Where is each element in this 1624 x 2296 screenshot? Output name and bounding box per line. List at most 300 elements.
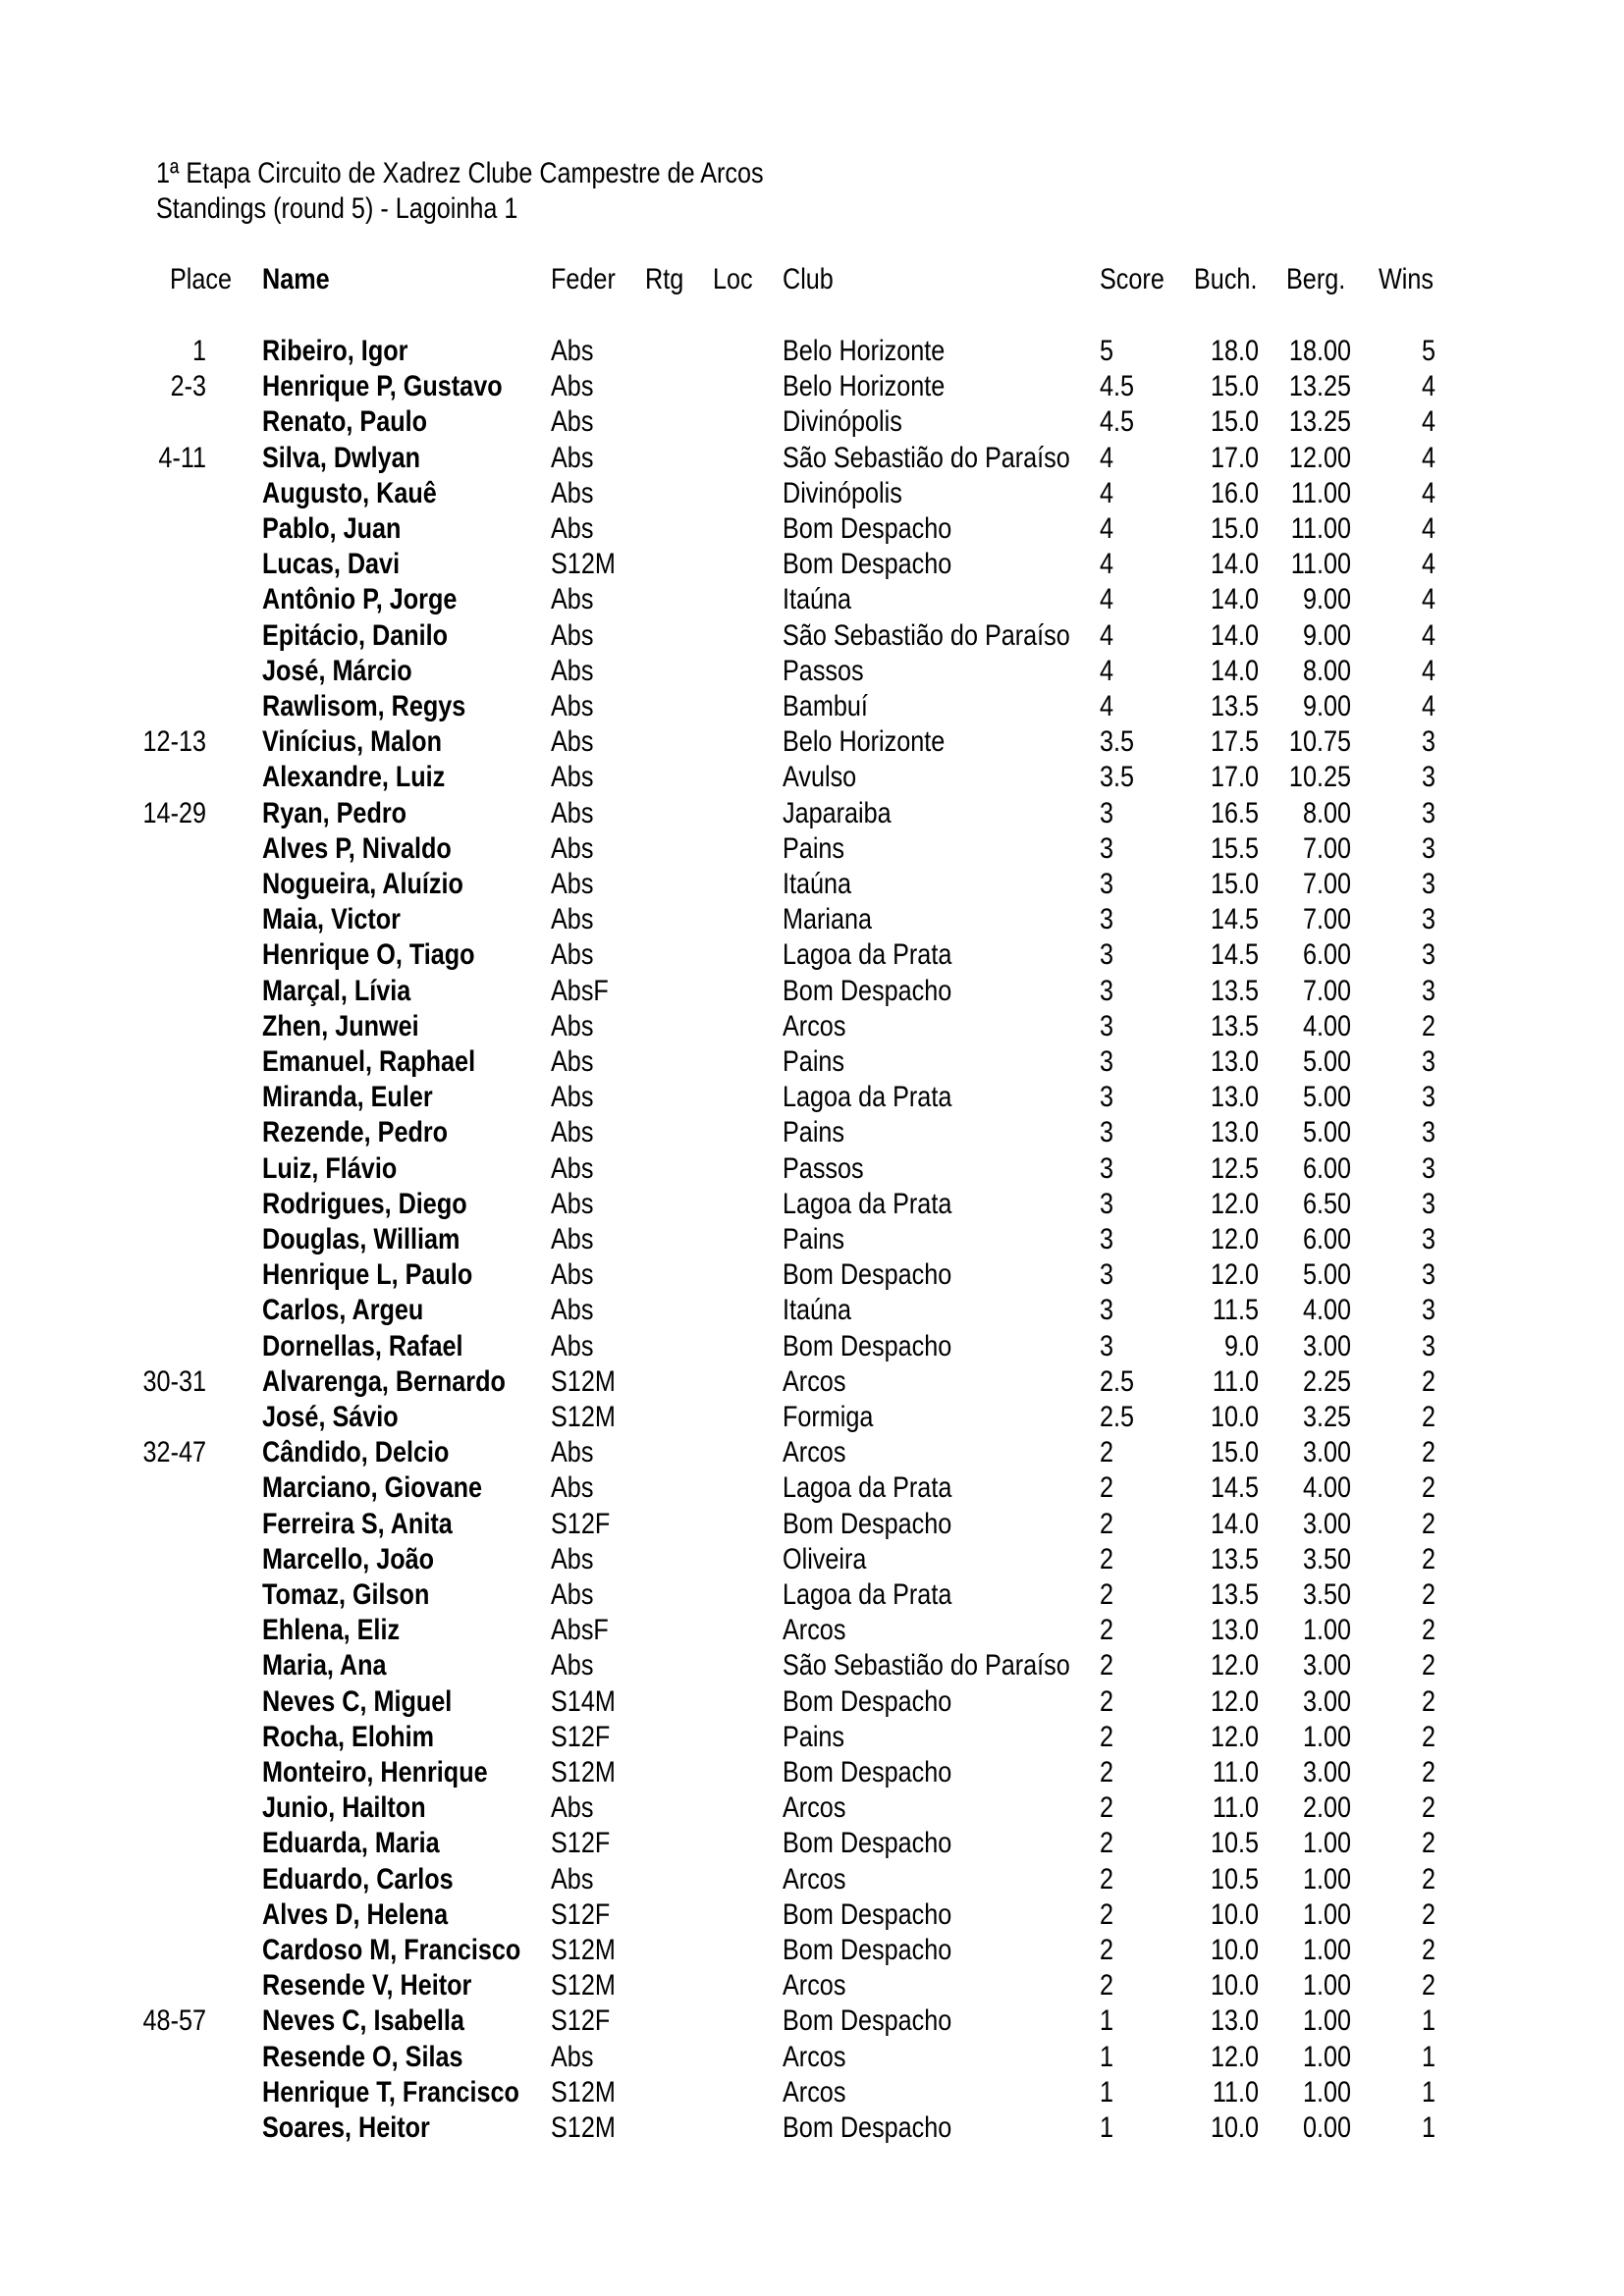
wins-cell: 2 — [1421, 1649, 1435, 1682]
feder-cell: S12F — [551, 1897, 611, 1931]
score-cell: 3 — [1100, 1009, 1114, 1042]
player-name-cell: Rodrigues, Diego — [262, 1187, 467, 1220]
score-cell: 4 — [1100, 618, 1114, 652]
table-row — [0, 1968, 1624, 2003]
buchholz-cell: 13.5 — [1210, 690, 1259, 722]
berger-cell: 3.50 — [1302, 1542, 1351, 1575]
club-cell: São Sebastião do Paraíso — [783, 1649, 1070, 1682]
table-row — [0, 974, 1624, 1009]
table-row — [0, 547, 1624, 582]
score-cell: 4 — [1100, 583, 1114, 616]
header-rtg: Rtg — [645, 263, 684, 295]
wins-cell: 4 — [1421, 618, 1435, 652]
feder-cell: Abs — [551, 831, 594, 865]
table-row — [0, 1115, 1624, 1150]
feder-cell: Abs — [551, 1151, 594, 1185]
wins-cell: 3 — [1421, 1151, 1435, 1185]
feder-cell: Abs — [551, 441, 594, 474]
table-row — [0, 476, 1624, 511]
berger-cell: 3.50 — [1302, 1578, 1351, 1611]
berger-cell: 1.00 — [1302, 1862, 1351, 1896]
table-row — [0, 2075, 1624, 2110]
table-row — [0, 582, 1624, 617]
club-cell: Pains — [783, 1116, 845, 1149]
feder-cell: S12M — [551, 2075, 616, 2109]
wins-cell: 2 — [1421, 1969, 1435, 2002]
club-cell: Bom Despacho — [783, 1934, 952, 1966]
player-name-cell: Ehlena, Eliz — [262, 1614, 401, 1647]
club-cell: São Sebastião do Paraíso — [783, 441, 1070, 474]
feder-cell: S12M — [551, 548, 616, 581]
score-cell: 4 — [1100, 476, 1114, 509]
feder-cell: Abs — [551, 1081, 594, 1114]
club-cell: Itaúna — [783, 1294, 852, 1327]
player-name-cell: Zhen, Junwei — [262, 1009, 419, 1042]
buchholz-cell: 13.0 — [1210, 2004, 1259, 2038]
header-club: Club — [783, 263, 834, 295]
player-name-cell: Rezende, Pedro — [262, 1116, 449, 1149]
feder-cell: Abs — [551, 405, 594, 439]
player-name-cell: Maria, Ana — [262, 1649, 387, 1682]
score-cell: 1 — [1100, 2075, 1114, 2109]
feder-cell: Abs — [551, 938, 594, 972]
berger-cell: 5.00 — [1302, 1045, 1351, 1078]
buchholz-cell: 11.5 — [1212, 1294, 1259, 1327]
place-cell: 14-29 — [142, 796, 206, 829]
header-buch: Buch. — [1194, 263, 1258, 295]
table-row — [0, 441, 1624, 476]
feder-cell: Abs — [551, 2040, 594, 2073]
score-cell: 4 — [1100, 548, 1114, 581]
berger-cell: 6.50 — [1302, 1187, 1351, 1220]
feder-cell: Abs — [551, 1436, 594, 1469]
club-cell: Itaúna — [783, 583, 852, 616]
player-name-cell: Cardoso M, Francisco — [262, 1934, 521, 1966]
score-cell: 3 — [1100, 1258, 1114, 1292]
buchholz-cell: 12.0 — [1210, 2040, 1259, 2073]
table-row — [0, 902, 1624, 937]
score-cell: 2 — [1100, 1756, 1114, 1789]
header-wins: Wins — [1379, 263, 1435, 295]
score-cell: 2 — [1100, 1436, 1114, 1469]
table-row — [0, 618, 1624, 654]
berger-cell: 7.00 — [1302, 974, 1351, 1007]
buchholz-cell: 10.0 — [1210, 1969, 1259, 2002]
buchholz-cell: 13.5 — [1210, 1578, 1259, 1611]
player-name-cell: Douglas, William — [262, 1223, 460, 1255]
berger-cell: 1.00 — [1302, 1827, 1351, 1860]
club-cell: Lagoa da Prata — [783, 938, 952, 972]
berger-cell: 3.00 — [1302, 1436, 1351, 1469]
table-row — [0, 1257, 1624, 1293]
berger-cell: 13.25 — [1288, 370, 1351, 403]
score-cell: 1 — [1100, 2040, 1114, 2073]
buchholz-cell: 12.0 — [1210, 1258, 1259, 1292]
score-cell: 3 — [1100, 1116, 1114, 1149]
buchholz-cell: 14.0 — [1210, 1507, 1259, 1540]
club-cell: Bom Despacho — [783, 1507, 952, 1540]
header-berg: Berg. — [1286, 263, 1346, 295]
feder-cell: Abs — [551, 761, 594, 794]
berger-cell: 5.00 — [1302, 1258, 1351, 1292]
berger-cell: 18.00 — [1288, 335, 1351, 367]
place-cell: 4-11 — [158, 441, 206, 474]
feder-cell: Abs — [551, 796, 594, 829]
berger-cell: 2.00 — [1302, 1791, 1351, 1825]
player-name-cell: Marcello, João — [262, 1542, 435, 1575]
player-name-cell: Dornellas, Rafael — [262, 1329, 463, 1362]
feder-cell: AbsF — [551, 974, 609, 1007]
score-cell: 2 — [1100, 1934, 1114, 1966]
player-name-cell: Eduardo, Carlos — [262, 1862, 454, 1896]
berger-cell: 3.00 — [1302, 1329, 1351, 1362]
player-name-cell: Soares, Heitor — [262, 2111, 430, 2144]
player-name-cell: Miranda, Euler — [262, 1081, 433, 1114]
score-cell: 1 — [1100, 2111, 1114, 2144]
buchholz-cell: 13.5 — [1210, 1009, 1259, 1042]
feder-cell: Abs — [551, 690, 594, 722]
table-row — [0, 1187, 1624, 1222]
berger-cell: 11.00 — [1290, 512, 1351, 545]
buchholz-cell: 12.5 — [1210, 1151, 1259, 1185]
club-cell: Pains — [783, 1045, 845, 1078]
place-cell: 12-13 — [142, 725, 206, 759]
buchholz-cell: 14.5 — [1210, 938, 1259, 972]
club-cell: Formiga — [783, 1401, 874, 1433]
score-cell: 2.5 — [1100, 1364, 1135, 1398]
club-cell: Bom Despacho — [783, 974, 952, 1007]
berger-cell: 3.25 — [1302, 1401, 1351, 1433]
player-name-cell: Neves C, Miguel — [262, 1684, 453, 1718]
club-cell: Arcos — [783, 1969, 846, 2002]
score-cell: 2 — [1100, 1614, 1114, 1647]
club-cell: Pains — [783, 831, 845, 865]
wins-cell: 3 — [1421, 761, 1435, 794]
berger-cell: 1.00 — [1302, 2004, 1351, 2038]
player-name-cell: Cândido, Delcio — [262, 1436, 450, 1469]
club-cell: Oliveira — [783, 1542, 867, 1575]
player-name-cell: Alves D, Helena — [262, 1897, 449, 1931]
table-row — [0, 1577, 1624, 1613]
wins-cell: 2 — [1421, 1684, 1435, 1718]
club-cell: Mariana — [783, 903, 873, 936]
feder-cell: S12M — [551, 1756, 616, 1789]
score-cell: 2 — [1100, 1969, 1114, 2002]
club-cell: Bom Despacho — [783, 512, 952, 545]
buchholz-cell: 14.0 — [1210, 618, 1259, 652]
buchholz-cell: 10.0 — [1210, 1401, 1259, 1433]
table-row — [0, 1435, 1624, 1470]
wins-cell: 3 — [1421, 938, 1435, 972]
club-cell: Bom Despacho — [783, 2004, 952, 2038]
berger-cell: 7.00 — [1302, 868, 1351, 900]
table-row — [0, 1755, 1624, 1790]
berger-cell: 8.00 — [1302, 796, 1351, 829]
wins-cell: 3 — [1421, 1223, 1435, 1255]
wins-cell: 3 — [1421, 974, 1435, 1007]
score-cell: 3.5 — [1100, 725, 1135, 759]
score-cell: 3 — [1100, 1223, 1114, 1255]
score-cell: 3 — [1100, 1187, 1114, 1220]
player-name-cell: Renato, Paulo — [262, 405, 428, 439]
wins-cell: 3 — [1421, 903, 1435, 936]
wins-cell: 2 — [1421, 1791, 1435, 1825]
feder-cell: Abs — [551, 654, 594, 687]
club-cell: Pains — [783, 1720, 845, 1753]
berger-cell: 9.00 — [1302, 618, 1351, 652]
club-cell: Belo Horizonte — [783, 725, 946, 759]
header-name: Name — [262, 263, 330, 295]
table-row — [0, 1009, 1624, 1044]
player-name-cell: Rocha, Elohim — [262, 1720, 435, 1753]
score-cell: 2 — [1100, 1471, 1114, 1505]
feder-cell: Abs — [551, 1542, 594, 1575]
player-name-cell: Ferreira S, Anita — [262, 1507, 453, 1540]
berger-cell: 10.25 — [1288, 761, 1351, 794]
table-row — [0, 1044, 1624, 1080]
buchholz-cell: 12.0 — [1210, 1684, 1259, 1718]
buchholz-cell: 16.0 — [1210, 476, 1259, 509]
feder-cell: S12F — [551, 2004, 611, 2038]
score-cell: 3 — [1100, 1081, 1114, 1114]
table-row — [0, 760, 1624, 795]
wins-cell: 2 — [1421, 1578, 1435, 1611]
wins-cell: 1 — [1421, 2111, 1435, 2144]
berger-cell: 5.00 — [1302, 1116, 1351, 1149]
wins-cell: 3 — [1421, 831, 1435, 865]
player-name-cell: Resende V, Heitor — [262, 1969, 472, 2002]
club-cell: Arcos — [783, 1009, 846, 1042]
score-cell: 4 — [1100, 690, 1114, 722]
table-row — [0, 654, 1624, 689]
feder-cell: Abs — [551, 1649, 594, 1682]
table-row — [0, 1826, 1624, 1861]
score-cell: 3 — [1100, 1151, 1114, 1185]
player-name-cell: José, Márcio — [262, 654, 412, 687]
wins-cell: 4 — [1421, 583, 1435, 616]
club-cell: Lagoa da Prata — [783, 1081, 952, 1114]
club-cell: Japaraiba — [783, 796, 892, 829]
club-cell: Passos — [783, 1151, 864, 1185]
buchholz-cell: 15.0 — [1210, 1436, 1259, 1469]
table-row — [0, 724, 1624, 760]
table-row — [0, 1293, 1624, 1328]
table-row — [0, 2110, 1624, 2146]
berger-cell: 6.00 — [1302, 1223, 1351, 1255]
wins-cell: 3 — [1421, 1116, 1435, 1149]
buchholz-cell: 14.0 — [1210, 654, 1259, 687]
buchholz-cell: 14.0 — [1210, 548, 1259, 581]
berger-cell: 3.00 — [1302, 1756, 1351, 1789]
feder-cell: Abs — [551, 1862, 594, 1896]
buchholz-cell: 15.0 — [1210, 868, 1259, 900]
buchholz-cell: 13.0 — [1210, 1081, 1259, 1114]
score-cell: 2.5 — [1100, 1401, 1135, 1433]
player-name-cell: Augusto, Kauê — [262, 476, 437, 509]
berger-cell: 6.00 — [1302, 1151, 1351, 1185]
score-cell: 5 — [1100, 335, 1114, 367]
wins-cell: 2 — [1421, 1436, 1435, 1469]
table-row — [0, 1933, 1624, 1968]
buchholz-cell: 11.0 — [1212, 2075, 1259, 2109]
berger-cell: 5.00 — [1302, 1081, 1351, 1114]
player-name-cell: Resende O, Silas — [262, 2040, 463, 2073]
club-cell: Bambuí — [783, 690, 868, 722]
buchholz-cell: 10.0 — [1210, 2111, 1259, 2144]
feder-cell: Abs — [551, 1329, 594, 1362]
document-title: 1ª Etapa Circuito de Xadrez Clube Campestre de Arcos — [156, 157, 764, 189]
table-row — [0, 1364, 1624, 1400]
table-row — [0, 2040, 1624, 2075]
berger-cell: 4.00 — [1302, 1009, 1351, 1042]
club-cell: Arcos — [783, 1364, 846, 1398]
wins-cell: 4 — [1421, 690, 1435, 722]
player-name-cell: Alves P, Nivaldo — [262, 831, 452, 865]
table-row — [0, 796, 1624, 831]
score-cell: 2 — [1100, 1827, 1114, 1860]
score-cell: 2 — [1100, 1507, 1114, 1540]
club-cell: Bom Despacho — [783, 548, 952, 581]
wins-cell: 4 — [1421, 405, 1435, 439]
table-row — [0, 1507, 1624, 1542]
score-cell: 2 — [1100, 1720, 1114, 1753]
berger-cell: 1.00 — [1302, 2075, 1351, 2109]
player-name-cell: Alexandre, Luiz — [262, 761, 446, 794]
player-name-cell: Lucas, Davi — [262, 548, 401, 581]
header-feder: Feder — [551, 263, 616, 295]
feder-cell: S12M — [551, 1969, 616, 2002]
score-cell: 2 — [1100, 1542, 1114, 1575]
wins-cell: 4 — [1421, 548, 1435, 581]
wins-cell: 3 — [1421, 1258, 1435, 1292]
feder-cell: Abs — [551, 725, 594, 759]
berger-cell: 9.00 — [1302, 690, 1351, 722]
wins-cell: 4 — [1421, 370, 1435, 403]
buchholz-cell: 10.5 — [1210, 1862, 1259, 1896]
buchholz-cell: 18.0 — [1210, 335, 1259, 367]
wins-cell: 4 — [1421, 654, 1435, 687]
player-name-cell: Rawlisom, Regys — [262, 690, 466, 722]
feder-cell: S12F — [551, 1720, 611, 1753]
wins-cell: 1 — [1421, 2075, 1435, 2109]
club-cell: Divinópolis — [783, 405, 902, 439]
score-cell: 4 — [1100, 441, 1114, 474]
wins-cell: 2 — [1421, 1507, 1435, 1540]
buchholz-cell: 17.0 — [1210, 761, 1259, 794]
club-cell: Bom Despacho — [783, 1827, 952, 1860]
header-score: Score — [1100, 263, 1164, 295]
wins-cell: 4 — [1421, 441, 1435, 474]
berger-cell: 3.00 — [1302, 1649, 1351, 1682]
score-cell: 4 — [1100, 512, 1114, 545]
club-cell: Bom Despacho — [783, 1897, 952, 1931]
berger-cell: 7.00 — [1302, 903, 1351, 936]
berger-cell: 6.00 — [1302, 938, 1351, 972]
feder-cell: Abs — [551, 1294, 594, 1327]
club-cell: Bom Despacho — [783, 1329, 952, 1362]
player-name-cell: Luiz, Flávio — [262, 1151, 398, 1185]
buchholz-cell: 14.5 — [1210, 1471, 1259, 1505]
score-cell: 3 — [1100, 1329, 1114, 1362]
table-row — [0, 1080, 1624, 1115]
club-cell: São Sebastião do Paraíso — [783, 618, 1070, 652]
berger-cell: 11.00 — [1290, 548, 1351, 581]
table-row — [0, 2003, 1624, 2039]
buchholz-cell: 12.0 — [1210, 1720, 1259, 1753]
wins-cell: 2 — [1421, 1614, 1435, 1647]
berger-cell: 1.00 — [1302, 1934, 1351, 1966]
wins-cell: 2 — [1421, 1542, 1435, 1575]
club-cell: Arcos — [783, 1862, 846, 1896]
wins-cell: 3 — [1421, 725, 1435, 759]
wins-cell: 4 — [1421, 512, 1435, 545]
wins-cell: 2 — [1421, 1827, 1435, 1860]
club-cell: Belo Horizonte — [783, 335, 946, 367]
buchholz-cell: 12.0 — [1210, 1649, 1259, 1682]
wins-cell: 2 — [1421, 1364, 1435, 1398]
player-name-cell: Marçal, Lívia — [262, 974, 411, 1007]
buchholz-cell: 17.0 — [1210, 441, 1259, 474]
club-cell: Passos — [783, 654, 864, 687]
feder-cell: Abs — [551, 868, 594, 900]
place-cell: 30-31 — [142, 1364, 206, 1398]
header-loc: Loc — [713, 263, 753, 295]
berger-cell: 7.00 — [1302, 831, 1351, 865]
score-cell: 2 — [1100, 1897, 1114, 1931]
table-row — [0, 511, 1624, 547]
player-name-cell: Marciano, Giovane — [262, 1471, 483, 1505]
table-row — [0, 689, 1624, 724]
club-cell: Arcos — [783, 1791, 846, 1825]
berger-cell: 11.00 — [1290, 476, 1351, 509]
wins-cell: 1 — [1421, 2004, 1435, 2038]
score-cell: 3 — [1100, 868, 1114, 900]
club-cell: Itaúna — [783, 868, 852, 900]
buchholz-cell: 10.5 — [1210, 1827, 1259, 1860]
feder-cell: Abs — [551, 1258, 594, 1292]
berger-cell: 4.00 — [1302, 1471, 1351, 1505]
berger-cell: 3.00 — [1302, 1507, 1351, 1540]
berger-cell: 10.75 — [1288, 725, 1351, 759]
header-place: Place — [170, 263, 233, 295]
club-cell: Divinópolis — [783, 476, 902, 509]
score-cell: 2 — [1100, 1684, 1114, 1718]
wins-cell: 3 — [1421, 1187, 1435, 1220]
player-name-cell: Henrique P, Gustavo — [262, 370, 503, 403]
wins-cell: 5 — [1421, 335, 1435, 367]
feder-cell: Abs — [551, 1009, 594, 1042]
player-name-cell: Ribeiro, Igor — [262, 335, 408, 367]
player-name-cell: Antônio P, Jorge — [262, 583, 458, 616]
score-cell: 3 — [1100, 938, 1114, 972]
wins-cell: 2 — [1421, 1756, 1435, 1789]
club-cell: Arcos — [783, 1614, 846, 1647]
buchholz-cell: 15.0 — [1210, 370, 1259, 403]
wins-cell: 2 — [1421, 1897, 1435, 1931]
buchholz-cell: 13.0 — [1210, 1116, 1259, 1149]
player-name-cell: Eduarda, Maria — [262, 1827, 440, 1860]
feder-cell: Abs — [551, 1791, 594, 1825]
feder-cell: Abs — [551, 476, 594, 509]
player-name-cell: Henrique T, Francisco — [262, 2075, 519, 2109]
table-row — [0, 1790, 1624, 1826]
player-name-cell: Silva, Dwlyan — [262, 441, 421, 474]
buchholz-cell: 12.0 — [1210, 1223, 1259, 1255]
score-cell: 1 — [1100, 2004, 1114, 2038]
wins-cell: 4 — [1421, 476, 1435, 509]
player-name-cell: Nogueira, Aluízio — [262, 868, 463, 900]
feder-cell: Abs — [551, 1045, 594, 1078]
